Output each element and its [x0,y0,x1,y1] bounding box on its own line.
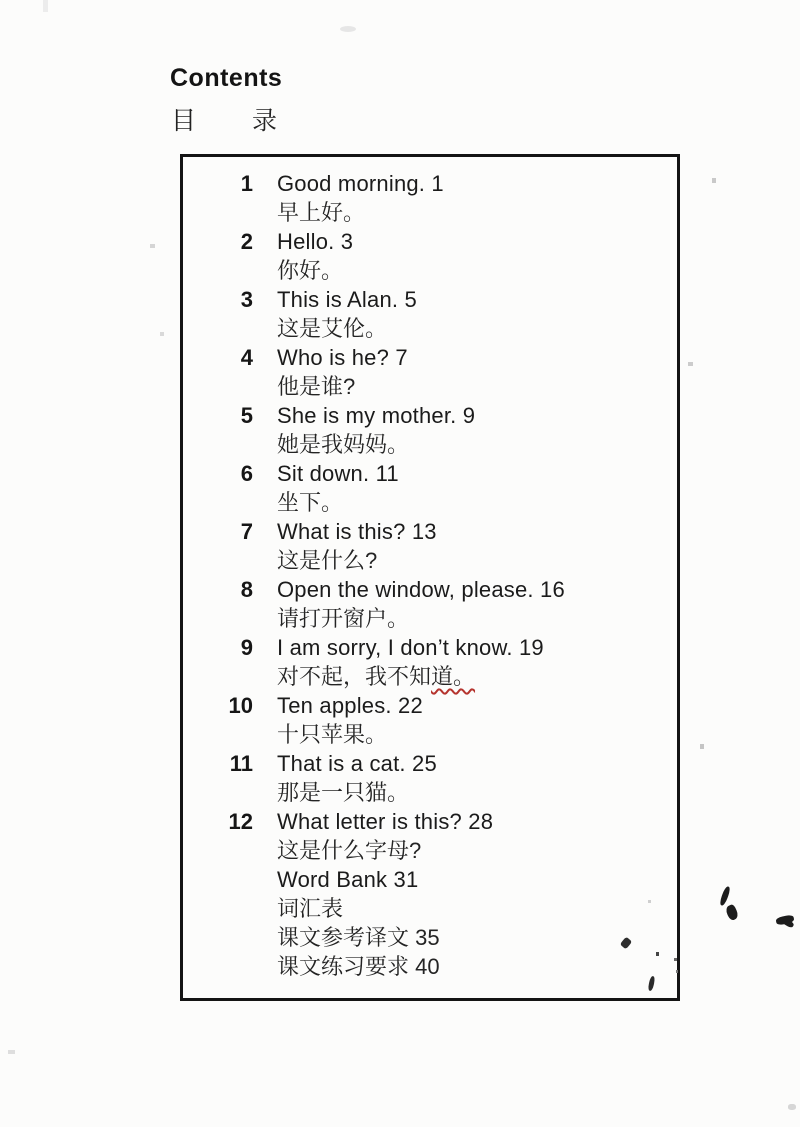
ink-speck [656,952,659,956]
entry-text [277,575,565,633]
toc-extra-line [183,923,677,952]
toc-box [180,154,680,1001]
toc-entry [183,807,677,865]
entry-title-zh: 你好。 [277,258,344,283]
entry-title-en: What is this? 13 [277,519,437,544]
entry-title-zh: 早上好。 [277,200,366,225]
entry-title-zh [277,662,544,691]
entry-text [277,227,353,285]
entry-number: 2 [240,229,253,254]
entry-number: 11 [229,751,253,776]
entry-number-empty [183,894,253,923]
entry-title-en: What letter is this? 28 [277,809,494,834]
toc-entry [183,517,677,575]
scan-smudge [340,26,356,32]
contents-title-zh-char: 录 [252,107,278,135]
ink-speck [676,970,678,973]
entry-text [277,691,423,749]
entry-title-en: Sit down. 11 [277,461,399,486]
entry-text [277,459,399,517]
toc-extra-line [183,952,677,981]
entry-title-zh: 她是我妈妈。 [277,432,410,457]
red-underline-mark: 道。 [431,664,476,689]
entry-number: 3 [240,287,253,312]
entry-text [277,923,440,952]
entry-title-zh: 这是艾伦。 [277,316,388,341]
entry-title-zh: 坐下。 [277,490,344,515]
entry-title-en: I am sorry, I don’t know. 19 [277,635,544,660]
entry-text [277,749,437,807]
entry-text [277,952,440,981]
scan-smudge [8,1050,15,1054]
toc-extra-line [183,865,677,894]
toc-entry [183,749,677,807]
entry-text [277,169,444,227]
toc-extra-line [183,894,677,923]
toc-entry [183,691,677,749]
extra-line-word-bank: Word Bank 31 [277,867,419,892]
entry-number: 12 [228,809,253,834]
toc-entry [183,575,677,633]
entry-text [277,401,475,459]
entry-title-zh: 这是什么? [277,548,378,573]
entry-text [277,285,417,343]
entry-number: 5 [240,403,253,428]
toc-entry [183,343,677,401]
entry-title-zh: 请打开窗户。 [277,606,410,631]
scan-smudge [788,1104,796,1110]
ink-speck [724,904,739,922]
toc-entry [183,169,677,227]
entry-title-en: This is Alan. 5 [277,287,417,312]
entry-text [277,343,408,401]
entry-number-empty [183,923,253,952]
entry-number: 8 [240,577,253,602]
extra-line-exercise-requirements: 课文练习要求 40 [277,954,440,979]
entry-number: 1 [240,171,253,196]
entry-number: 4 [240,345,253,370]
entry-title-zh: 那是一只猫。 [277,780,410,805]
toc-entry [183,633,677,691]
entry-title-zh: 他是谁? [277,374,356,399]
ink-speck [719,886,731,907]
entry-title-zh-plain: 对不起，我不知 [277,664,432,689]
entry-text [277,894,343,923]
extra-line-word-list-zh: 词汇表 [277,896,344,921]
ink-speck [674,958,677,961]
scan-smudge [160,332,164,336]
toc-entry [183,285,677,343]
entry-title-en: She is my mother. 9 [277,403,476,428]
entry-number: 10 [228,693,253,718]
entry-number-empty [183,952,253,981]
entry-number-empty [183,865,253,894]
scan-smudge [688,362,693,366]
contents-title-zh-char: 目 [171,107,197,135]
entry-title-en: That is a cat. 25 [277,751,437,776]
entry-number: 7 [240,519,253,544]
scan-smudge [150,244,155,248]
scan-smudge [43,0,48,12]
entry-title-en: Open the window, please. 16 [277,577,565,602]
scan-smudge [648,900,651,903]
toc-entry [183,401,677,459]
entry-text [277,517,437,575]
entry-title-zh: 十只苹果。 [277,722,388,747]
entry-text [277,633,544,691]
entry-number: 9 [240,635,253,660]
entry-title-en: Hello. 3 [277,229,354,254]
entry-title-en: Ten apples. 22 [277,693,423,718]
scan-smudge [712,178,716,183]
toc-entry [183,459,677,517]
extra-line-reference-translation: 课文参考译文 35 [277,925,440,950]
entry-number: 6 [240,461,253,486]
contents-title: Contents [170,64,283,92]
entry-text [277,807,493,865]
entry-text [277,865,418,894]
contents-title-zh [171,101,277,137]
entry-title-zh: 这是什么字母? [277,838,422,863]
toc-entry [183,227,677,285]
entry-title-en: Who is he? 7 [277,345,408,370]
entry-title-en: Good morning. 1 [277,171,444,196]
scan-smudge [700,744,704,749]
